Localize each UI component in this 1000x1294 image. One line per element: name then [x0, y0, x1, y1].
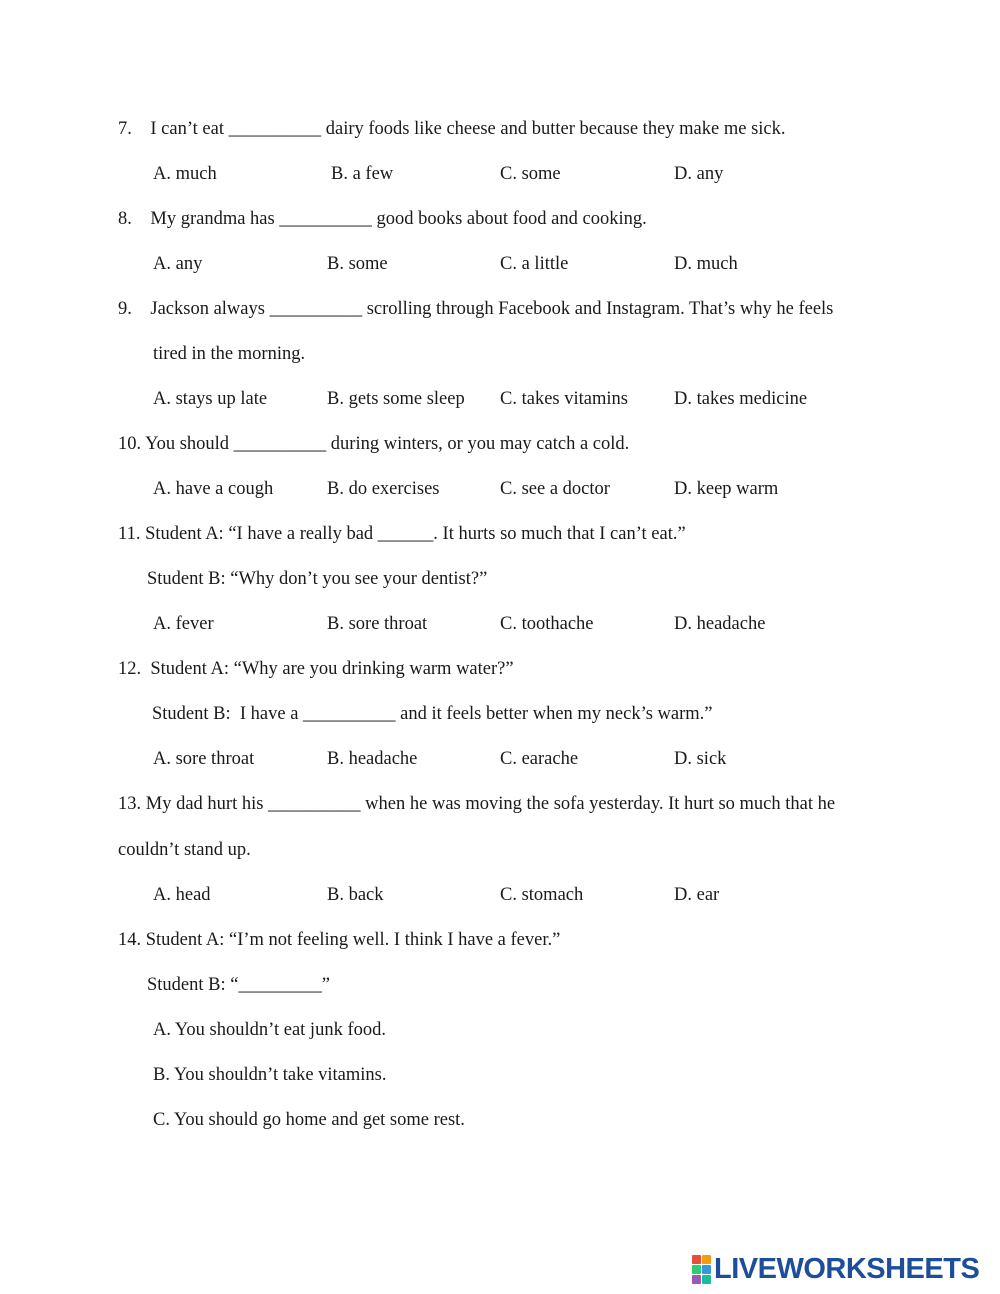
- liveworksheets-logo-text: LIVEWORKSHEETS: [714, 1253, 980, 1285]
- q7-option-a: A. much: [153, 164, 217, 184]
- q13-option-c: C. stomach: [500, 885, 584, 905]
- q11-option-b: B. sore throat: [327, 614, 428, 634]
- question-7-text: 7. I can’t eat __________ dairy foods like cheese and butter because they make me sick.: [118, 119, 786, 139]
- q13-option-d: D. ear: [674, 885, 720, 905]
- q12-option-d: D. sick: [674, 749, 727, 769]
- q13-option-a: A. head: [153, 885, 211, 905]
- q10-option-c: C. see a doctor: [500, 479, 610, 499]
- q9-option-a: A. stays up late: [153, 389, 268, 409]
- q7-option-c: C. some: [500, 164, 561, 184]
- question-11-text-continued: Student B: “Why don’t you see your dentist?”: [147, 569, 488, 589]
- q7-option-b: B. a few: [331, 164, 394, 184]
- q10-option-d: D. keep warm: [674, 479, 779, 499]
- q12-option-a: A. sore throat: [153, 749, 255, 769]
- q8-option-b: B. some: [327, 254, 388, 274]
- question-13-text: 13. My dad hurt his __________ when he was moving the sofa yesterday. It hurt so much that he: [118, 794, 836, 814]
- q9-option-b: B. gets some sleep: [327, 389, 465, 409]
- q10-option-a: A. have a cough: [153, 479, 274, 499]
- question-9-text-continued: tired in the morning.: [153, 344, 306, 364]
- question-9-text: 9. Jackson always __________ scrolling through Facebook and Instagram. That’s why he feels: [118, 299, 834, 319]
- question-14-text: 14. Student A: “I’m not feeling well. I think I have a fever.”: [118, 930, 561, 950]
- question-11-text: 11. Student A: “I have a really bad ______. It hurts so much that I can’t eat.”: [118, 524, 686, 544]
- liveworksheets-logo: [692, 1254, 979, 1284]
- q8-option-c: C. a little: [500, 254, 569, 274]
- q12-option-c: C. earache: [500, 749, 579, 769]
- q8-option-d: D. much: [674, 254, 738, 274]
- q11-option-a: A. fever: [153, 614, 214, 634]
- q14-option-b: B. You shouldn’t take vitamins.: [153, 1065, 387, 1085]
- question-12-text: 12. Student A: “Why are you drinking warm water?”: [118, 659, 514, 679]
- q11-option-c: C. toothache: [500, 614, 594, 634]
- q14-option-c: C. You should go home and get some rest.: [153, 1110, 465, 1130]
- q14-option-a: A. You shouldn’t eat junk food.: [153, 1020, 386, 1040]
- liveworksheets-logo-icon: [692, 1255, 711, 1284]
- question-10-text: 10. You should __________ during winters, or you may catch a cold.: [118, 434, 630, 454]
- q8-option-a: A. any: [153, 254, 203, 274]
- q10-option-b: B. do exercises: [327, 479, 440, 499]
- q11-option-d: D. headache: [674, 614, 766, 634]
- q7-option-d: D. any: [674, 164, 724, 184]
- question-13-text-continued: couldn’t stand up.: [118, 840, 251, 860]
- q9-option-c: C. takes vitamins: [500, 389, 628, 409]
- question-12-text-continued: Student B: I have a __________ and it feels better when my neck’s warm.”: [152, 704, 713, 724]
- question-14-text-continued: Student B: “_________”: [147, 975, 330, 995]
- question-8-text: 8. My grandma has __________ good books about food and cooking.: [118, 209, 647, 229]
- q12-option-b: B. headache: [327, 749, 418, 769]
- q13-option-b: B. back: [327, 885, 384, 905]
- q9-option-d: D. takes medicine: [674, 389, 808, 409]
